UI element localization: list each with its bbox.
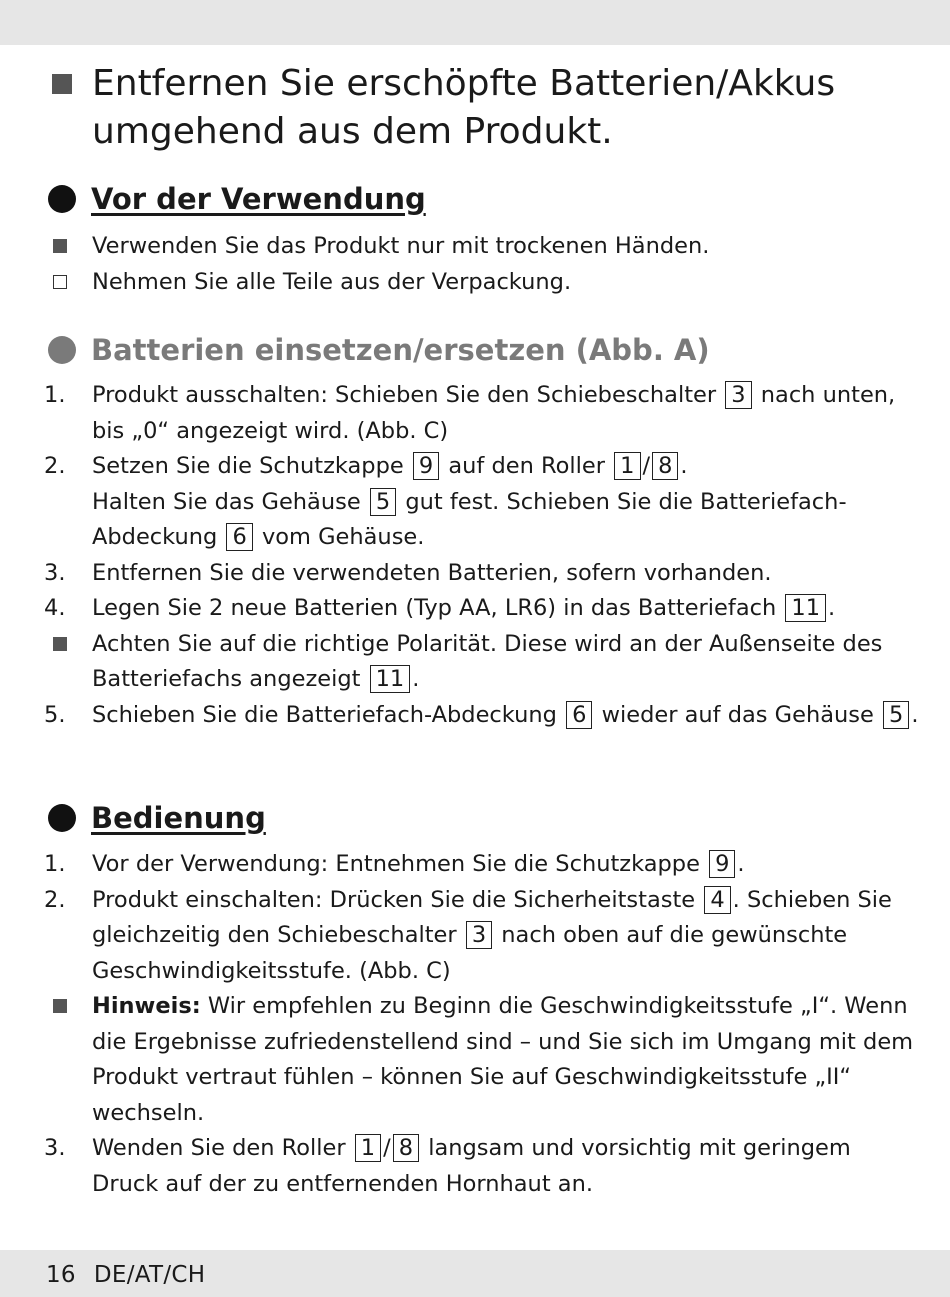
page-number: 16 bbox=[46, 1262, 76, 1288]
list-item-hint: Hinweis: Wir empfehlen zu Beginn die Geschwindigkeitsstufe „I“. Wenn die Ergebnisse zufriedenstellend sind – und Sie sich im Umgang mit dem Produkt vertraut fühlen – können Sie auf Geschwindigkeitsstufe „II“ wechseln. bbox=[44, 989, 924, 1131]
step-number: 3. bbox=[44, 1135, 66, 1161]
filled-square-bullet-icon bbox=[53, 637, 67, 651]
list-item: Nehmen Sie alle Teile aus der Verpackung. bbox=[44, 265, 924, 301]
list-item: Verwenden Sie das Produkt nur mit trockenen Händen. bbox=[44, 229, 924, 265]
part-reference: 5 bbox=[370, 488, 396, 516]
list-bedienung bbox=[44, 847, 924, 1202]
part-reference: 1 bbox=[355, 1134, 381, 1162]
list-item: 3. Wenden Sie den Roller 1 / 8 langsam und vorsichtig mit geringem Druck auf der zu entfernenden Hornhaut an. bbox=[44, 1131, 924, 1202]
list-item: 2. Setzen Sie die Schutzkappe 9 auf den Roller 1 / 8 . Halten Sie das Gehäuse 5 gut fest. Schieben Sie die Batteriefach-Abdeckung 6 vom Gehäuse. bbox=[44, 449, 924, 556]
step-number: 1. bbox=[44, 382, 66, 408]
list-batterien bbox=[44, 378, 924, 733]
step-number: 5. bbox=[44, 701, 66, 728]
step-number: 2. bbox=[44, 453, 66, 479]
step-number: 2. bbox=[44, 886, 66, 913]
part-reference: 3 bbox=[466, 921, 492, 949]
intro-text: Entfernen Sie erschöpfte Batterien/Akkus umgehend aus dem Produkt. bbox=[92, 63, 836, 152]
part-reference: 8 bbox=[393, 1134, 419, 1162]
part-reference: 4 bbox=[704, 886, 730, 914]
list-item: 3. Entfernen Sie die verwendeten Batterien, sofern vorhanden. bbox=[44, 556, 924, 592]
section-title: Batterien einsetzen/ersetzen (Abb. A) bbox=[91, 333, 710, 367]
filled-square-bullet-icon bbox=[53, 999, 67, 1013]
part-reference: 6 bbox=[566, 701, 592, 729]
hint-label: Hinweis: bbox=[92, 993, 201, 1019]
square-bullet-icon bbox=[52, 74, 72, 94]
part-reference: 11 bbox=[370, 665, 411, 693]
list-item: 5. Schieben Sie die Batteriefach-Abdeckung 6 wieder auf das Gehäuse 5 . bbox=[44, 698, 924, 734]
section-title: Bedienung bbox=[91, 801, 266, 835]
list-item: 1. Produkt ausschalten: Schieben Sie den Schiebeschalter 3 nach unten, bis „0“ angezeigt wird. (Abb. C) bbox=[44, 378, 924, 449]
part-reference: 11 bbox=[785, 594, 826, 622]
list-item-note: Achten Sie auf die richtige Polarität. Diese wird an der Außenseite des Batteriefachs angezeigt 11 . bbox=[44, 627, 924, 698]
list-item: 2. Produkt einschalten: Drücken Sie die Sicherheitstaste 4 . Schieben Sie gleichzeitig den Schiebeschalter 3 nach oben auf die gewünschte Geschwindigkeitsstufe. (Abb. C) bbox=[44, 883, 924, 990]
part-reference: 1 bbox=[614, 452, 640, 480]
grey-circle-icon bbox=[48, 336, 76, 364]
step-number: 4. bbox=[44, 595, 66, 621]
part-reference: 9 bbox=[709, 850, 735, 878]
country-codes: DE/AT/CH bbox=[93, 1262, 206, 1288]
top-bar bbox=[0, 0, 950, 45]
part-reference: 3 bbox=[725, 381, 751, 409]
part-reference: 6 bbox=[226, 523, 252, 551]
section-title: Vor der Verwendung bbox=[91, 182, 426, 216]
intro-paragraph bbox=[52, 60, 912, 156]
black-circle-icon bbox=[48, 804, 76, 832]
list-item: 4. Legen Sie 2 neue Batterien (Typ AA, LR6) in das Batteriefach 11 . bbox=[44, 591, 924, 627]
list-item: 1. Vor der Verwendung: Entnehmen Sie die Schutzkappe 9 . bbox=[44, 847, 924, 883]
step-number: 3. bbox=[44, 559, 66, 586]
filled-square-bullet-icon bbox=[53, 239, 67, 253]
part-reference: 5 bbox=[883, 701, 909, 729]
part-reference: 8 bbox=[652, 452, 678, 480]
empty-checkbox-icon bbox=[53, 275, 67, 289]
step-number: 1. bbox=[44, 851, 66, 877]
black-circle-icon bbox=[48, 185, 76, 213]
page-footer bbox=[46, 1262, 205, 1288]
part-reference: 9 bbox=[413, 452, 439, 480]
list-vor-der-verwendung bbox=[44, 229, 924, 300]
